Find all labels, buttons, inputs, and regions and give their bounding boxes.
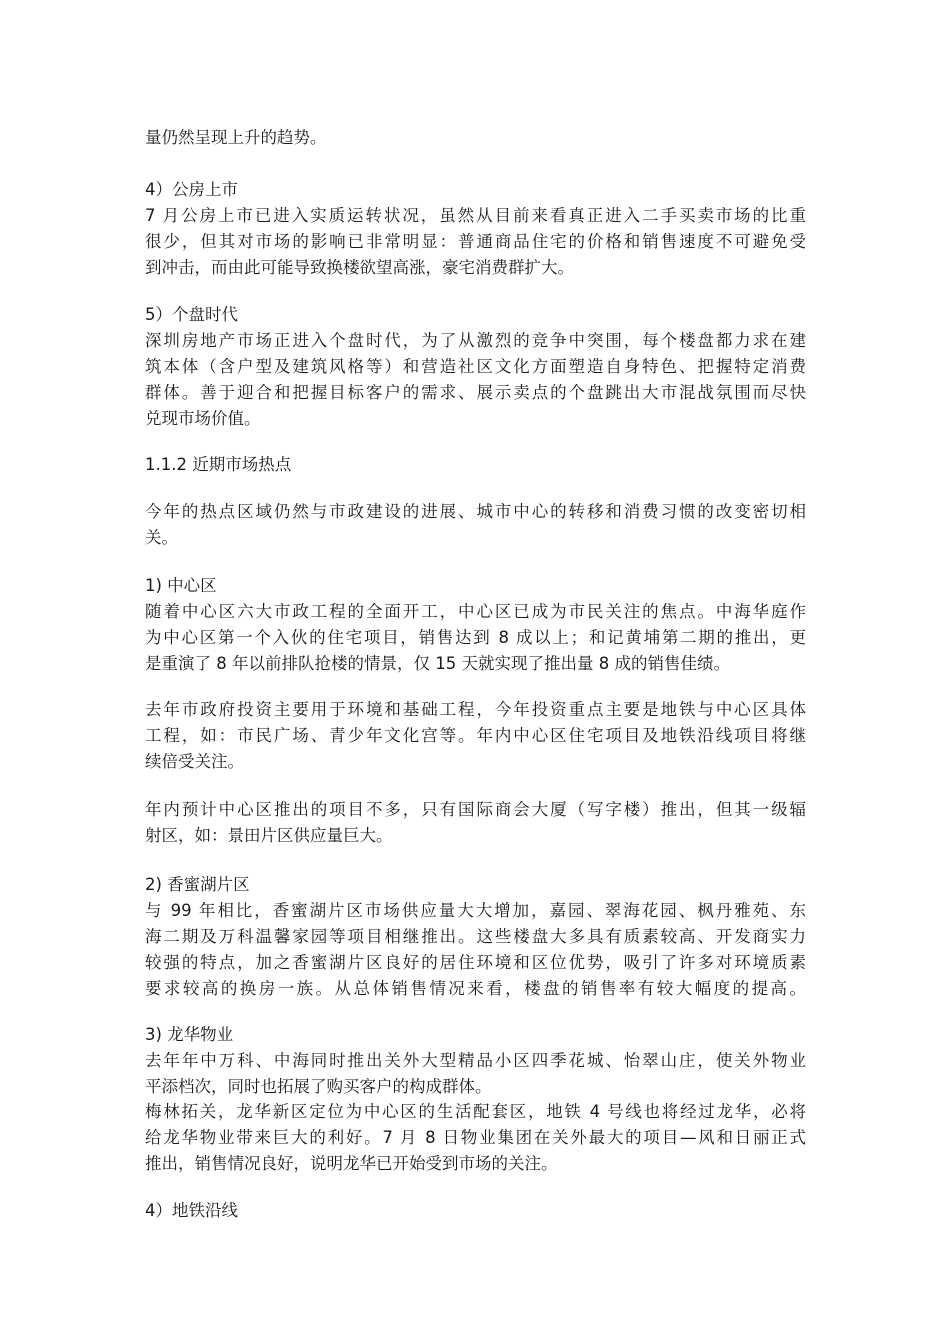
subsection-title: 1.1.2 近期市场热点 (145, 455, 292, 474)
text-line: 射区，如：景田片区供应量巨大。 (145, 826, 393, 845)
text-line: 给龙华物业带来巨大的利好。7 月 8 日物业集团在关外最大的项目—风和日丽正式 (145, 1128, 806, 1147)
text-line: 要求较高的换房一族。从总体销售情况来看，楼盘的销售率有较大幅度的提高。 (145, 979, 806, 998)
text-line: 年内预计中心区推出的项目不多，只有国际商会大厦（写字楼）推出，但其一级辐 (145, 800, 806, 819)
text-line: 深圳房地产市场正进入个盘时代，为了从激烈的竞争中突围，每个楼盘都力求在建 (145, 331, 806, 350)
text-line: 今年的热点区域仍然与市政建设的进展、城市中心的转移和消费习惯的改变密切相 (145, 502, 806, 521)
text-line: 工程，如：市民广场、青少年文化宫等。年内中心区住宅项目及地铁沿线项目将继 (145, 726, 806, 745)
text-line: 是重演了 8 年以前排队抢楼的情景，仅 15 天就实现了推出量 8 成的销售佳绩。 (145, 654, 730, 673)
section-heading: 2) 香蜜湖片区 (145, 875, 250, 894)
section-heading: 4）地铁沿线 (145, 1201, 238, 1220)
text-line: 去年市政府投资主要用于环境和基础工程，今年投资重点主要是地铁与中心区具体 (145, 700, 806, 719)
text-line: 到冲击，而由此可能导致换楼欲望高涨，豪宅消费群扩大。 (145, 258, 574, 277)
text-line: 随着中心区六大市政工程的全面开工，中心区已成为市民关注的焦点。中海华庭作 (145, 602, 806, 621)
section-heading: 5）个盘时代 (145, 305, 238, 324)
text-line: 较强的特点，加之香蜜湖片区良好的居住环境和区位优势，吸引了许多对环境质素 (145, 953, 806, 972)
text-line: 群体。善于迎合和把握目标客户的需求、展示卖点的个盘跳出大市混战氛围而尽快 (145, 383, 806, 402)
section-heading: 4）公房上市 (145, 180, 238, 199)
text-line: 7 月公房上市已进入实质运转状况，虽然从目前来看真正进入二手买卖市场的比重 (145, 206, 806, 225)
text-line: 量仍然呈现上升的趋势。 (145, 128, 327, 147)
text-line: 与 99 年相比，香蜜湖片区市场供应量大大增加，嘉园、翠海花园、枫丹雅苑、东 (145, 901, 806, 920)
text-line: 平添档次，同时也拓展了购买客户的构成群体。 (145, 1077, 492, 1096)
text-line: 海二期及万科温馨家园等项目相继推出。这些楼盘大多具有质素较高、开发商实力 (145, 927, 806, 946)
text-line: 很少，但其对市场的影响已非常明显：普通商品住宅的价格和销售速度不可避免受 (145, 232, 806, 251)
text-line: 关。 (145, 528, 178, 547)
section-heading: 1) 中心区 (145, 576, 217, 595)
text-line: 续倍受关注。 (145, 752, 244, 771)
text-line: 梅林拓关，龙华新区定位为中心区的生活配套区，地铁 4 号线也将经过龙华，必将 (145, 1102, 806, 1121)
text-line: 为中心区第一个入伙的住宅项目，销售达到 8 成以上；和记黄埔第二期的推出，更 (145, 628, 806, 647)
text-line: 推出，销售情况良好，说明龙华已开始受到市场的关注。 (145, 1154, 558, 1173)
text-line: 去年年中万科、中海同时推出关外大型精品小区四季花城、怡翠山庄，使关外物业 (145, 1051, 806, 1070)
text-line: 兑现市场价值。 (145, 409, 261, 428)
text-line: 筑本体（含户型及建筑风格等）和营造社区文化方面塑造自身特色、把握特定消费 (145, 357, 806, 376)
section-heading: 3) 龙华物业 (145, 1025, 234, 1044)
